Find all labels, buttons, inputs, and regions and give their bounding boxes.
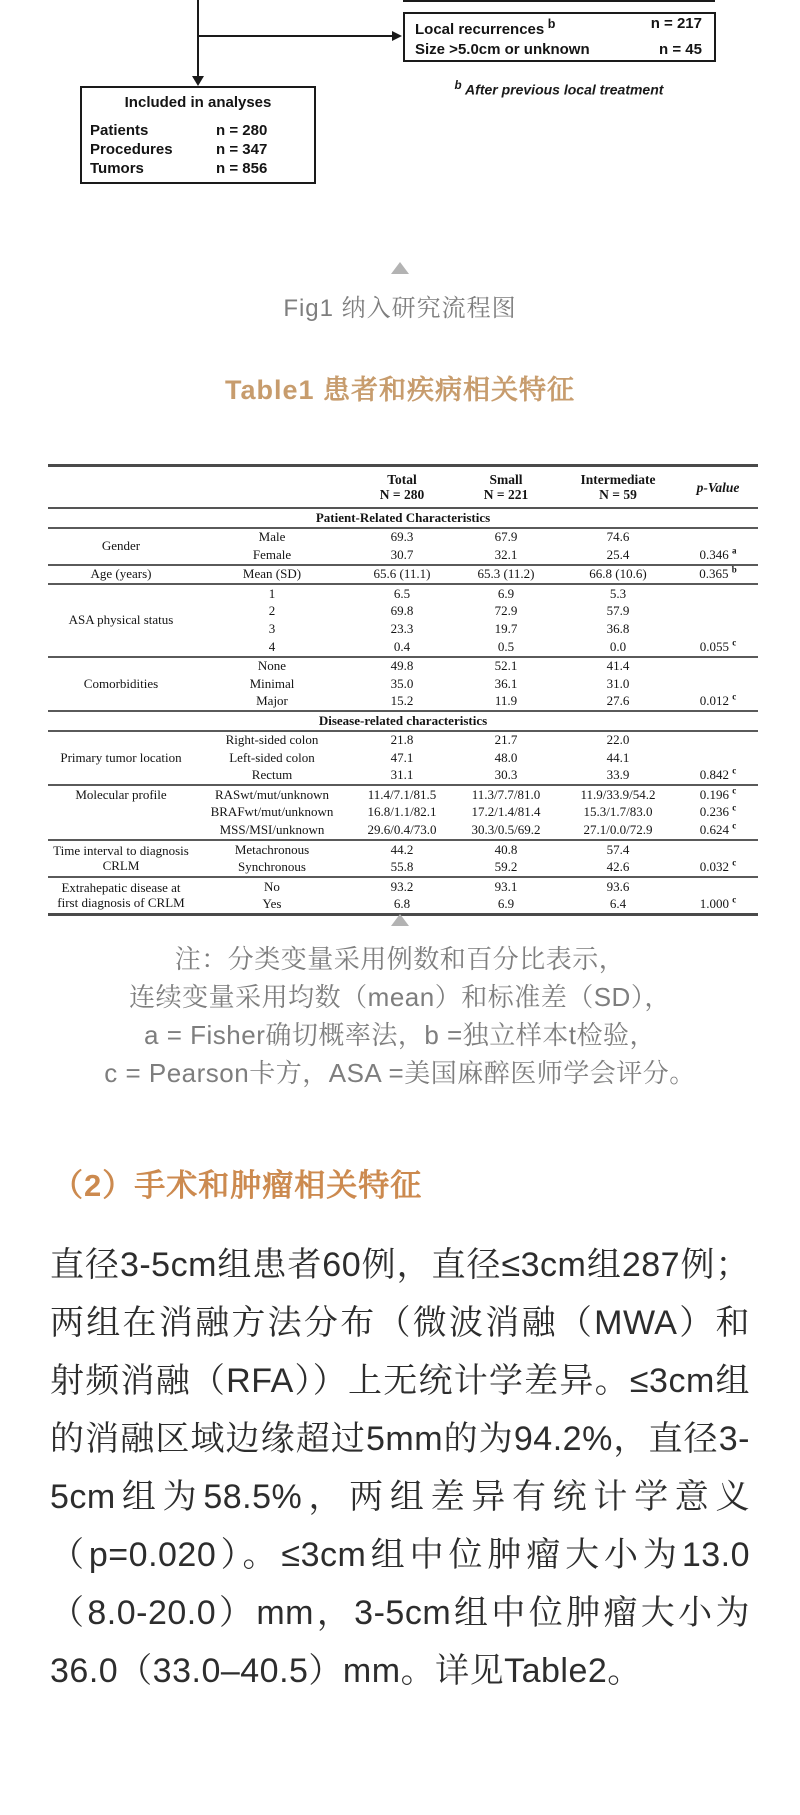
- table-group: [48, 528, 758, 565]
- cell-total: 65.6 (11.1): [373, 566, 431, 582]
- cell-sublabel: Minimal: [249, 675, 295, 691]
- row-group-label: Extrahepatic disease at first diagnosis of CRLM: [57, 880, 185, 910]
- cell-total: 21.8: [390, 732, 414, 748]
- cell-sublabel: 4: [268, 638, 276, 654]
- table1-heading: Table1 患者和疾病相关特征: [224, 375, 576, 405]
- table-row: [48, 565, 758, 585]
- table-group: [48, 565, 758, 585]
- cell-pvalue: 1.000 $^c$: [699, 894, 737, 912]
- exclusion-label: Local recurrences $^b$: [415, 17, 556, 38]
- sup-marker: c: [732, 857, 737, 868]
- cell-intermediate: 66.8 (10.6): [589, 566, 647, 582]
- sup-marker: c: [732, 637, 737, 648]
- row-group-label: Molecular profile: [75, 786, 167, 802]
- cell-pvalue: [678, 840, 758, 859]
- section-label: Disease-related characteristics: [318, 712, 488, 728]
- table-row: [48, 731, 758, 750]
- cell-intermediate: 42.6: [606, 859, 630, 875]
- cell-total: 23.3: [390, 621, 414, 636]
- included-value: n = 856: [216, 160, 268, 177]
- cell-pvalue: [678, 877, 758, 896]
- cell-sublabel: 2: [268, 603, 276, 619]
- table-row: [48, 584, 758, 603]
- cell-small: 52.1: [494, 658, 518, 674]
- sup-marker: c: [732, 803, 737, 814]
- cell-sublabel: Major: [256, 693, 288, 709]
- included-row: [90, 159, 306, 178]
- cell-small: 72.9: [494, 603, 518, 619]
- cell-small: 36.1: [494, 675, 518, 691]
- row-group-label: Primary tumor location: [60, 749, 182, 765]
- cell-total: 47.1: [390, 749, 414, 765]
- included-box: [80, 86, 316, 184]
- table-group: [48, 731, 758, 786]
- cell-small: 30.3/0.5/69.2: [471, 822, 541, 838]
- cell-intermediate: 93.6: [606, 878, 630, 894]
- cell-pvalue: 0.032 $^c$: [699, 857, 737, 875]
- cell-total: 30.7: [390, 546, 414, 562]
- col-pvalue-header: p-Value: [678, 466, 758, 509]
- row-group-label: Age (years): [90, 566, 152, 582]
- cell-pvalue: [678, 584, 758, 603]
- included-value: n = 347: [216, 141, 268, 158]
- sup-marker: c: [732, 820, 737, 831]
- fig1-caption: Fig1 纳入研究流程图: [283, 295, 517, 322]
- table-section: [48, 508, 758, 528]
- cell-pvalue: [678, 528, 758, 547]
- cell-small: 30.3: [494, 767, 518, 783]
- cell-sublabel: Metachronous: [234, 841, 310, 857]
- cell-pvalue: 0.365 $^b$: [699, 565, 737, 582]
- cell-intermediate: 74.6: [606, 529, 630, 545]
- cell-small: 17.2/1.4/81.4: [471, 804, 541, 820]
- table-section: [48, 711, 758, 731]
- col-sublabel-header: [194, 466, 350, 509]
- col-rowlabel-header: [48, 466, 194, 509]
- cell-total: 6.5: [393, 585, 411, 601]
- row-group-label: Time interval to diagnosis CRLM: [53, 843, 189, 873]
- cell-intermediate: 57.9: [606, 603, 630, 619]
- cell-pvalue: 0.346 $^a$: [699, 545, 737, 562]
- cell-total: 69.3: [390, 529, 414, 545]
- sup-marker: a: [732, 545, 737, 556]
- row-group-label: Gender: [101, 538, 141, 554]
- table-row: [48, 840, 758, 859]
- triangle-up-icon: [391, 262, 409, 274]
- table1-header-row: [48, 466, 758, 509]
- cell-sublabel: Rectum: [251, 767, 293, 783]
- cell-intermediate: 0.0: [609, 638, 627, 654]
- col-intermediate-header: Intermediate N = 59: [558, 466, 678, 509]
- sup-marker: c: [732, 785, 737, 796]
- cell-intermediate: 22.0: [606, 732, 630, 748]
- cell-intermediate: 25.4: [606, 546, 630, 562]
- cell-pvalue: 0.842 $^c$: [699, 766, 737, 783]
- table-section-row: [48, 711, 758, 731]
- cell-sublabel: Left-sided colon: [229, 749, 315, 765]
- note-line: c = Pearson卡方，ASA =美国麻醉医师学会评分。: [104, 1058, 696, 1088]
- table1-container: [48, 464, 758, 916]
- cell-sublabel: 1: [268, 585, 276, 601]
- cell-small: 0.5: [497, 638, 515, 654]
- arrow-right-icon: [392, 31, 402, 41]
- cell-total: 11.4/7.1/81.5: [367, 786, 437, 802]
- cell-sublabel: Female: [252, 546, 292, 562]
- cell-intermediate: 27.6: [606, 693, 630, 709]
- cell-intermediate: 57.4: [606, 841, 630, 857]
- cell-total: 15.2: [390, 693, 414, 709]
- cell-sublabel: Yes: [262, 896, 282, 912]
- note-line: 注：分类变量采用例数和百分比表示，: [174, 944, 626, 974]
- cell-intermediate: 6.4: [609, 896, 627, 912]
- cell-sublabel: Male: [258, 529, 286, 545]
- sup-marker: b: [731, 565, 737, 576]
- footnote-sup-marker: b: [454, 79, 462, 92]
- cell-total: 93.2: [390, 878, 414, 894]
- included-value: n = 280: [216, 122, 268, 139]
- included-label: Tumors: [90, 160, 144, 177]
- cell-intermediate: 33.9: [606, 767, 630, 783]
- cell-pvalue: 0.055 $^c$: [699, 637, 737, 654]
- cell-total: 55.8: [390, 859, 414, 875]
- cell-sublabel: None: [257, 658, 287, 674]
- cell-total: 6.8: [393, 896, 411, 912]
- table-group: [48, 785, 758, 840]
- included-label: Patients: [90, 122, 149, 139]
- row-group-label: ASA physical status: [68, 612, 174, 628]
- table-group: [48, 584, 758, 656]
- cell-intermediate: 31.0: [606, 675, 630, 691]
- triangle-up-icon: [391, 914, 409, 926]
- cell-small: 40.8: [494, 841, 518, 857]
- cell-sublabel: RASwt/mut/unknown: [214, 786, 330, 802]
- cell-intermediate: 5.3: [609, 585, 627, 601]
- table-row: [48, 657, 758, 676]
- cell-total: 31.1: [390, 767, 414, 783]
- cell-small: 11.9: [494, 693, 518, 709]
- cell-sublabel: MSS/MSI/unknown: [219, 822, 325, 838]
- cell-total: 49.8: [390, 658, 414, 674]
- table-group: [48, 877, 758, 915]
- cell-sublabel: No: [264, 878, 280, 894]
- col-total-header: Total N = 280: [350, 466, 454, 509]
- cell-intermediate: 44.1: [606, 749, 630, 765]
- cell-sublabel: Right-sided colon: [225, 732, 319, 748]
- cell-intermediate: 15.3/1.7/83.0: [583, 804, 653, 820]
- cell-sublabel: Synchronous: [238, 859, 306, 875]
- included-label: Procedures: [90, 141, 173, 158]
- cell-pvalue: [678, 603, 758, 621]
- cell-pvalue: [678, 621, 758, 639]
- cell-pvalue: 0.012 $^c$: [699, 691, 737, 709]
- cell-pvalue: [678, 749, 758, 767]
- section2-paragraph: 直径3-5cm组患者60例，直径≤3cm组287例；两组在消融方法分布（微波消融（MWA）和射频消融（RFA））上无统计学差异。≤3cm组的消融区域边缘超过5mm的为94.2%，直径3-5cm组为58.5%，两组差异有统计学意义（p=0.020）。≤3cm组中位肿瘤大小为13.0（8.0-20.0）mm，3-5cm组中位肿瘤大小为36.0（33.0–40.5）mm。详见Table2。: [50, 1246, 750, 1690]
- table-row: [48, 528, 758, 547]
- cell-pvalue: [678, 675, 758, 693]
- sup-marker: c: [732, 894, 737, 905]
- sup-marker: b: [544, 17, 556, 31]
- cell-pvalue: 0.624 $^c$: [699, 820, 737, 838]
- table-row: [48, 785, 758, 804]
- section2-heading: （2）手术和肿瘤相关特征: [52, 1168, 423, 1203]
- top-box-bottom-edge: [403, 0, 715, 2]
- flow-line-vertical: [197, 0, 199, 78]
- table1-table: [48, 464, 758, 916]
- row-group-label: Comorbidities: [83, 675, 159, 691]
- cell-total: 35.0: [390, 675, 414, 691]
- table-group: [48, 840, 758, 877]
- arrow-down-icon: [192, 76, 204, 86]
- cell-total: 16.8/1.1/82.1: [367, 804, 437, 820]
- exclusion-value: n = 45: [659, 41, 702, 58]
- section-label: Patient-Related Characteristics: [315, 509, 491, 525]
- cell-small: 65.3 (11.2): [477, 566, 535, 582]
- cell-pvalue: 0.196 $^c$: [699, 785, 737, 802]
- included-box-rows: [90, 121, 306, 178]
- exclusion-box: [403, 12, 716, 62]
- note-line: a = Fisher确切概率法，b =独立样本t检验，: [144, 1020, 656, 1050]
- table1-notes: [0, 940, 800, 1092]
- included-row: [90, 140, 306, 159]
- exclusion-row: [415, 40, 702, 60]
- cell-pvalue: [678, 731, 758, 750]
- cell-intermediate: 27.1/0.0/72.9: [583, 822, 653, 838]
- exclusion-label: Size >5.0cm or unknown: [415, 41, 590, 58]
- table-row: [48, 877, 758, 896]
- included-row: [90, 121, 306, 140]
- cell-small: 93.1: [494, 878, 518, 894]
- cell-total: 29.6/0.4/73.0: [367, 822, 437, 838]
- col-small-header: Small N = 221: [454, 466, 558, 509]
- sup-marker: c: [732, 691, 737, 702]
- cell-pvalue: 0.236 $^c$: [699, 803, 737, 820]
- cell-small: 21.7: [494, 732, 518, 748]
- cell-small: 6.9: [497, 585, 515, 601]
- cell-total: 69.8: [390, 603, 414, 619]
- cell-intermediate: 41.4: [606, 658, 630, 674]
- cell-small: 6.9: [497, 896, 515, 912]
- sup-marker: c: [732, 766, 737, 777]
- included-box-title: Included in analyses: [124, 94, 272, 111]
- cell-total: 0.4: [393, 638, 411, 654]
- exclusion-value: n = 217: [650, 15, 702, 32]
- cell-small: 59.2: [494, 859, 518, 875]
- footnote-text: After previous local treatment: [461, 81, 664, 98]
- cell-intermediate: 36.8: [606, 621, 630, 636]
- cell-sublabel: BRAFwt/mut/unknown: [210, 804, 334, 820]
- cell-total: 44.2: [390, 841, 414, 857]
- cell-small: 32.1: [494, 546, 518, 562]
- table-group: [48, 657, 758, 712]
- flow-footnote: [403, 79, 715, 98]
- cell-small: 19.7: [494, 621, 518, 636]
- cell-small: 67.9: [494, 529, 518, 545]
- flow-line-horizontal: [197, 35, 393, 37]
- cell-sublabel: Mean (SD): [242, 566, 302, 582]
- cell-sublabel: 3: [268, 621, 276, 636]
- cell-intermediate: 11.9/33.9/54.2: [580, 786, 656, 802]
- cell-small: 48.0: [494, 749, 518, 765]
- cell-pvalue: [678, 657, 758, 676]
- note-line: 连续变量采用均数（mean）和标准差（SD），: [129, 982, 671, 1012]
- table-section-row: [48, 508, 758, 528]
- exclusion-row: [415, 14, 702, 40]
- cell-small: 11.3/7.7/81.0: [471, 786, 541, 802]
